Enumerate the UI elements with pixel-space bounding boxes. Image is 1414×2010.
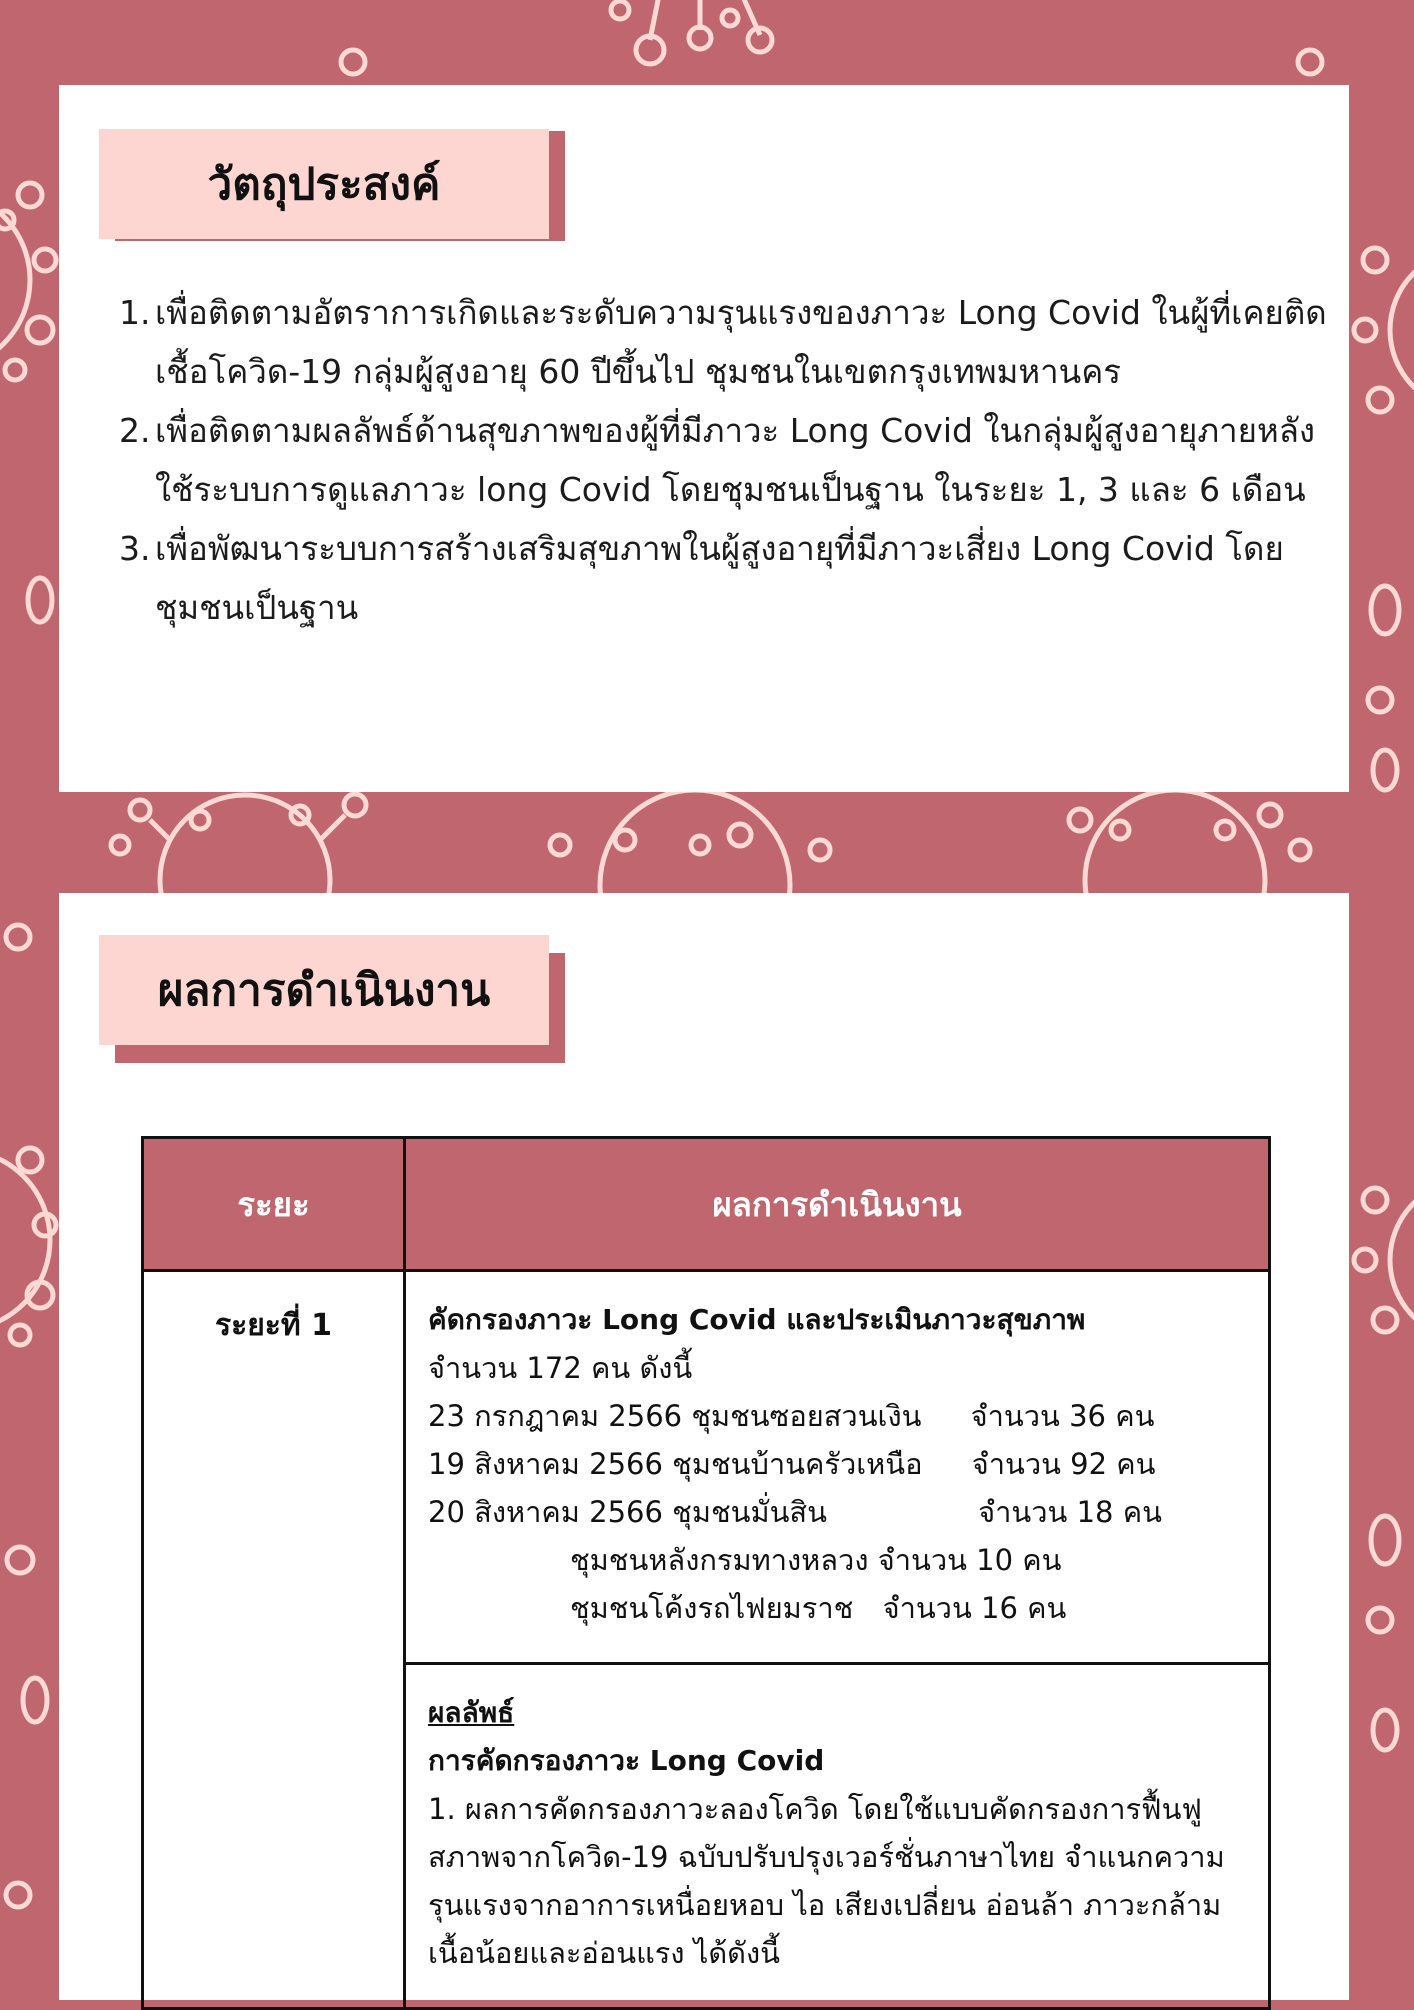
- screening-row: 19 สิงหาคม 2566 ชุมชนบ้านครัวเหนือ จำนวน 92 คน: [428, 1447, 1156, 1481]
- outcome-subheading: การคัดกรองภาวะ Long Covid: [428, 1744, 825, 1777]
- objective-text: เพื่อติดตามอัตราการเกิดและระดับความรุนแรงของภาวะ Long Covid ในผู้ที่เคยติดเชื้อโควิด-19 กลุ่มผู้สูงอายุ 60 ปีขึ้นไป ชุมชนในเขตกรุงเทพมหานคร: [155, 293, 1327, 391]
- screening-cell: [405, 1271, 1270, 1664]
- screening-row: ชุมชนโค้งรถไฟยมราช จำนวน 16 คน: [570, 1591, 1067, 1625]
- objective-text: เพื่อติดตามผลลัพธ์ด้านสุขภาพของผู้ที่มีภาวะ Long Covid ในกลุ่มผู้สูงอายุภายหลังใช้ระบบการดูแลภาวะ long Covid โดยชุมชนเป็นฐาน ในระยะ 1, 3 และ 6 เดือน: [155, 411, 1316, 509]
- virus-icon: [611, 0, 772, 64]
- virus-icon: [1354, 1180, 1414, 1340]
- virus-icon: [0, 1148, 56, 1345]
- table-header-row: [143, 1138, 1270, 1271]
- column-header-phase: ระยะ: [143, 1138, 405, 1271]
- outcome-cell: [405, 1664, 1270, 2009]
- outcome-paragraph: 1. ผลการคัดกรองภาวะลองโควิด โดยใช้แบบคัดกรองการฟื้นฟูสภาพจากโควิด-19 ฉบับปรับปรุงเวอร์ชั่นภาษาไทย จำแนกความรุนแรงจากอาการเหนื่อยหอบ ไอ เสียงเปลี่ยน อ่อนล้า ภาวะกล้ามเนื้อน้อยและอ่อนแรง ได้ดังนี้: [428, 1792, 1225, 1970]
- objectives-card: [59, 85, 1349, 792]
- outcome-label: ผลลัพธ์: [428, 1696, 515, 1729]
- screening-row: ชุมชนหลังกรมทางหลวง จำนวน 10 คน: [570, 1543, 1062, 1577]
- column-header-results: ผลการดำเนินงาน: [405, 1138, 1270, 1271]
- objectives-list: [119, 283, 1329, 637]
- objective-text: เพื่อพัฒนาระบบการสร้างเสริมสุขภาพในผู้สูงอายุที่มีภาวะเสี่ยง Long Covid โดยชุมชนเป็นฐาน: [155, 529, 1284, 627]
- phase-cell: ระยะที่ 1: [143, 1271, 405, 2009]
- screening-row: 20 สิงหาคม 2566 ชุมชนมั่นสิน จำนวน 18 คน: [428, 1495, 1162, 1529]
- virus-icon: [0, 183, 56, 380]
- objectives-title: วัตถุประสงค์: [99, 129, 549, 239]
- objective-item: 1. เพื่อติดตามอัตราการเกิดและระดับความรุนแรงของภาวะ Long Covid ในผู้ที่เคยติดเชื้อโควิด-19 กลุ่มผู้สูงอายุ 60 ปีขึ้นไป ชุมชนในเขตกรุงเทพมหานคร: [119, 293, 1327, 391]
- screening-total: จำนวน 172 คน ดังนี้: [428, 1351, 693, 1385]
- objective-item: 2. เพื่อติดตามผลลัพธ์ด้านสุขภาพของผู้ที่มีภาวะ Long Covid ในกลุ่มผู้สูงอายุภายหลังใช้ระบบการดูแลภาวะ long Covid โดยชุมชนเป็นฐาน ในระยะ 1, 3 และ 6 เดือน: [119, 411, 1316, 509]
- virus-icon: [1354, 248, 1414, 412]
- screening-row: 23 กรกฎาคม 2566 ชุมชนซอยสวนเงิน จำนวน 36 คน: [428, 1399, 1155, 1433]
- screening-heading: คัดกรองภาวะ Long Covid และประเมินภาวะสุขภาพ: [428, 1303, 1086, 1336]
- table-row: [143, 1271, 1270, 1664]
- results-table: [141, 1136, 1271, 2010]
- objective-item: 3. เพื่อพัฒนาระบบการสร้างเสริมสุขภาพในผู้สูงอายุที่มีภาวะเสี่ยง Long Covid โดยชุมชนเป็นฐาน: [119, 529, 1284, 627]
- results-title: ผลการดำเนินงาน: [99, 935, 549, 1045]
- results-card: [59, 893, 1349, 2000]
